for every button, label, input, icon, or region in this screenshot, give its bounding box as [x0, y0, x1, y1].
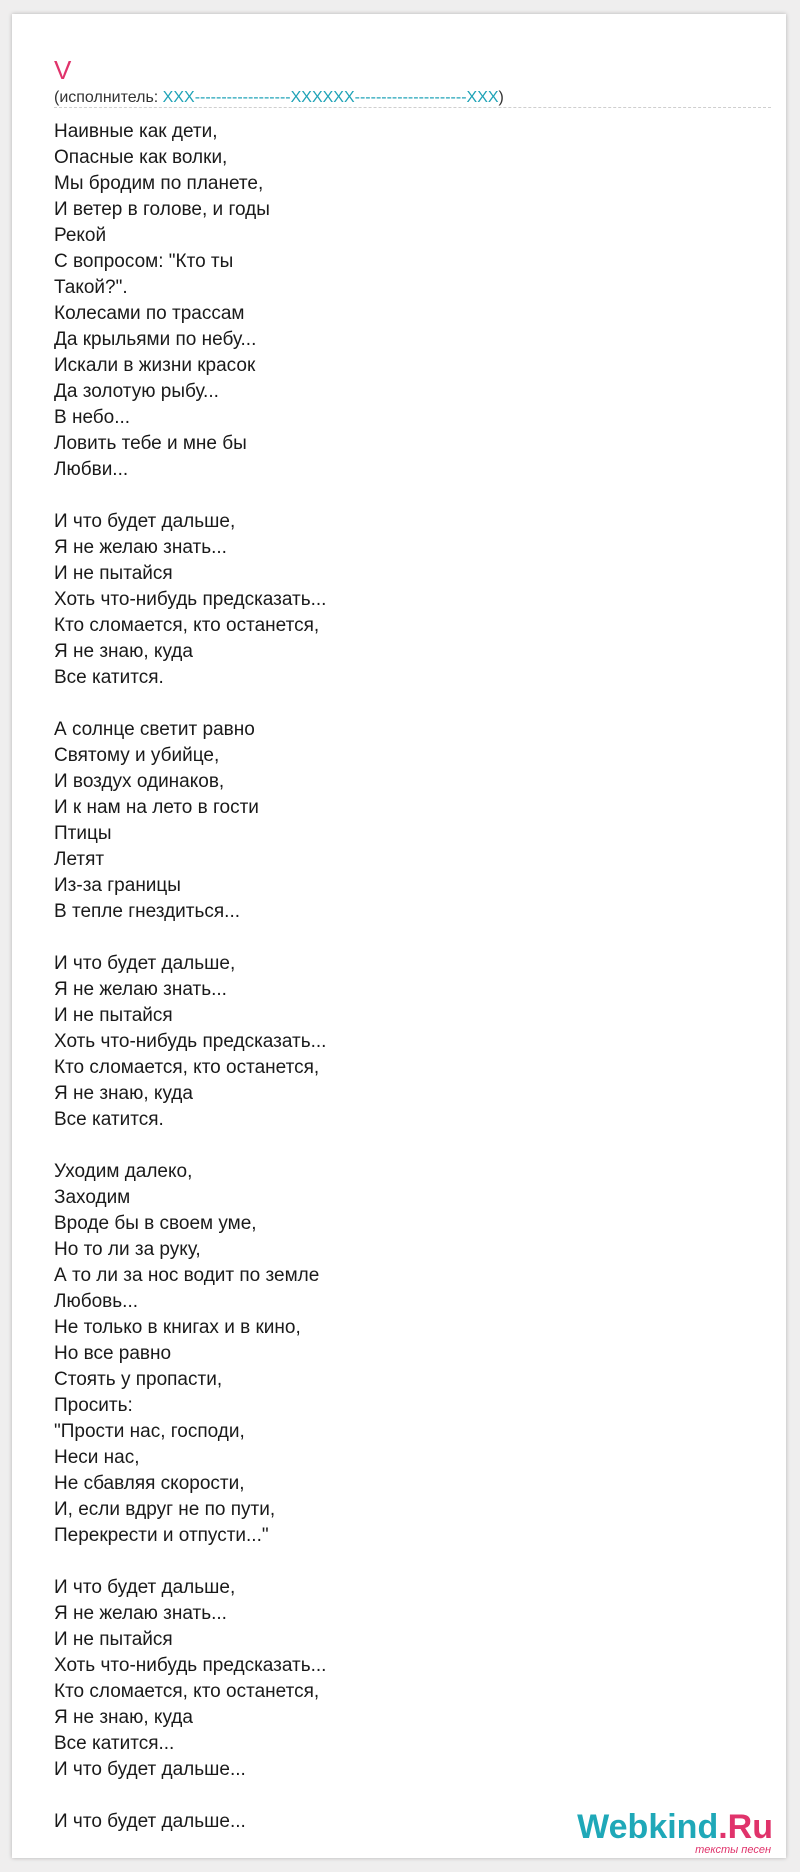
logo-tld: .Ru [718, 1808, 773, 1846]
performer-prefix: (исполнитель: [54, 89, 163, 106]
performer-link[interactable]: XXX------------------XXXXXX---------------------XXX [162, 89, 499, 106]
song-title: V [54, 55, 72, 85]
lyrics-card [12, 14, 786, 1858]
title-divider [54, 107, 771, 108]
performer-suffix: ) [498, 89, 504, 106]
logo-name: Webkind [577, 1808, 719, 1846]
lyrics-text: Наивные как дети, Опасные как волки, Мы бродим по планете, И ветер в голове, и годы Рекой С вопросом: "Кто ты Такой?". Колесами по трассам Да крыльями по небу... Искали в жизни красок Да золотую рыбу... В небо... Ловить тебе и мне бы Любви... И что будет дальше, Я не желаю знать... И не пытайся Хоть что-нибудь предсказать... Кто сломается, кто останется, Я не знаю, куда Все катится. А солнце светит равно Святому и убийце, И воздух одинаков, И к нам на лето в гости Птицы Летят Из-за границы В тепле гнездиться... И что будет дальше, Я не желаю знать... И не пытайся Хоть что-нибудь предсказать... Кто сломается, кто останется, Я не знаю, куда Все катится. Уходим далеко, Заходим Вроде бы в своем уме, Но то ли за руку, А то ли за нос водит по земле Любовь... Не только в книгах и в кино, Но все равно Стоять у пропасти, Просить: "Прости нас, господи, Неси нас, Не сбавляя скорости, И, если вдруг не по пути, Перекрести и отпусти..." И что будет дальше, Я не желаю знать... И не пытайся Хоть что-нибудь предсказать... Кто сломается, кто останется, Я не знаю, куда Все катится... И что будет дальше... И что будет дальше... [54, 121, 327, 1832]
webkind-logo[interactable] [577, 1808, 773, 1858]
logo-wordmark [577, 1808, 773, 1846]
performer-line [54, 88, 504, 108]
logo-tagline: тексты песен [695, 1844, 771, 1856]
